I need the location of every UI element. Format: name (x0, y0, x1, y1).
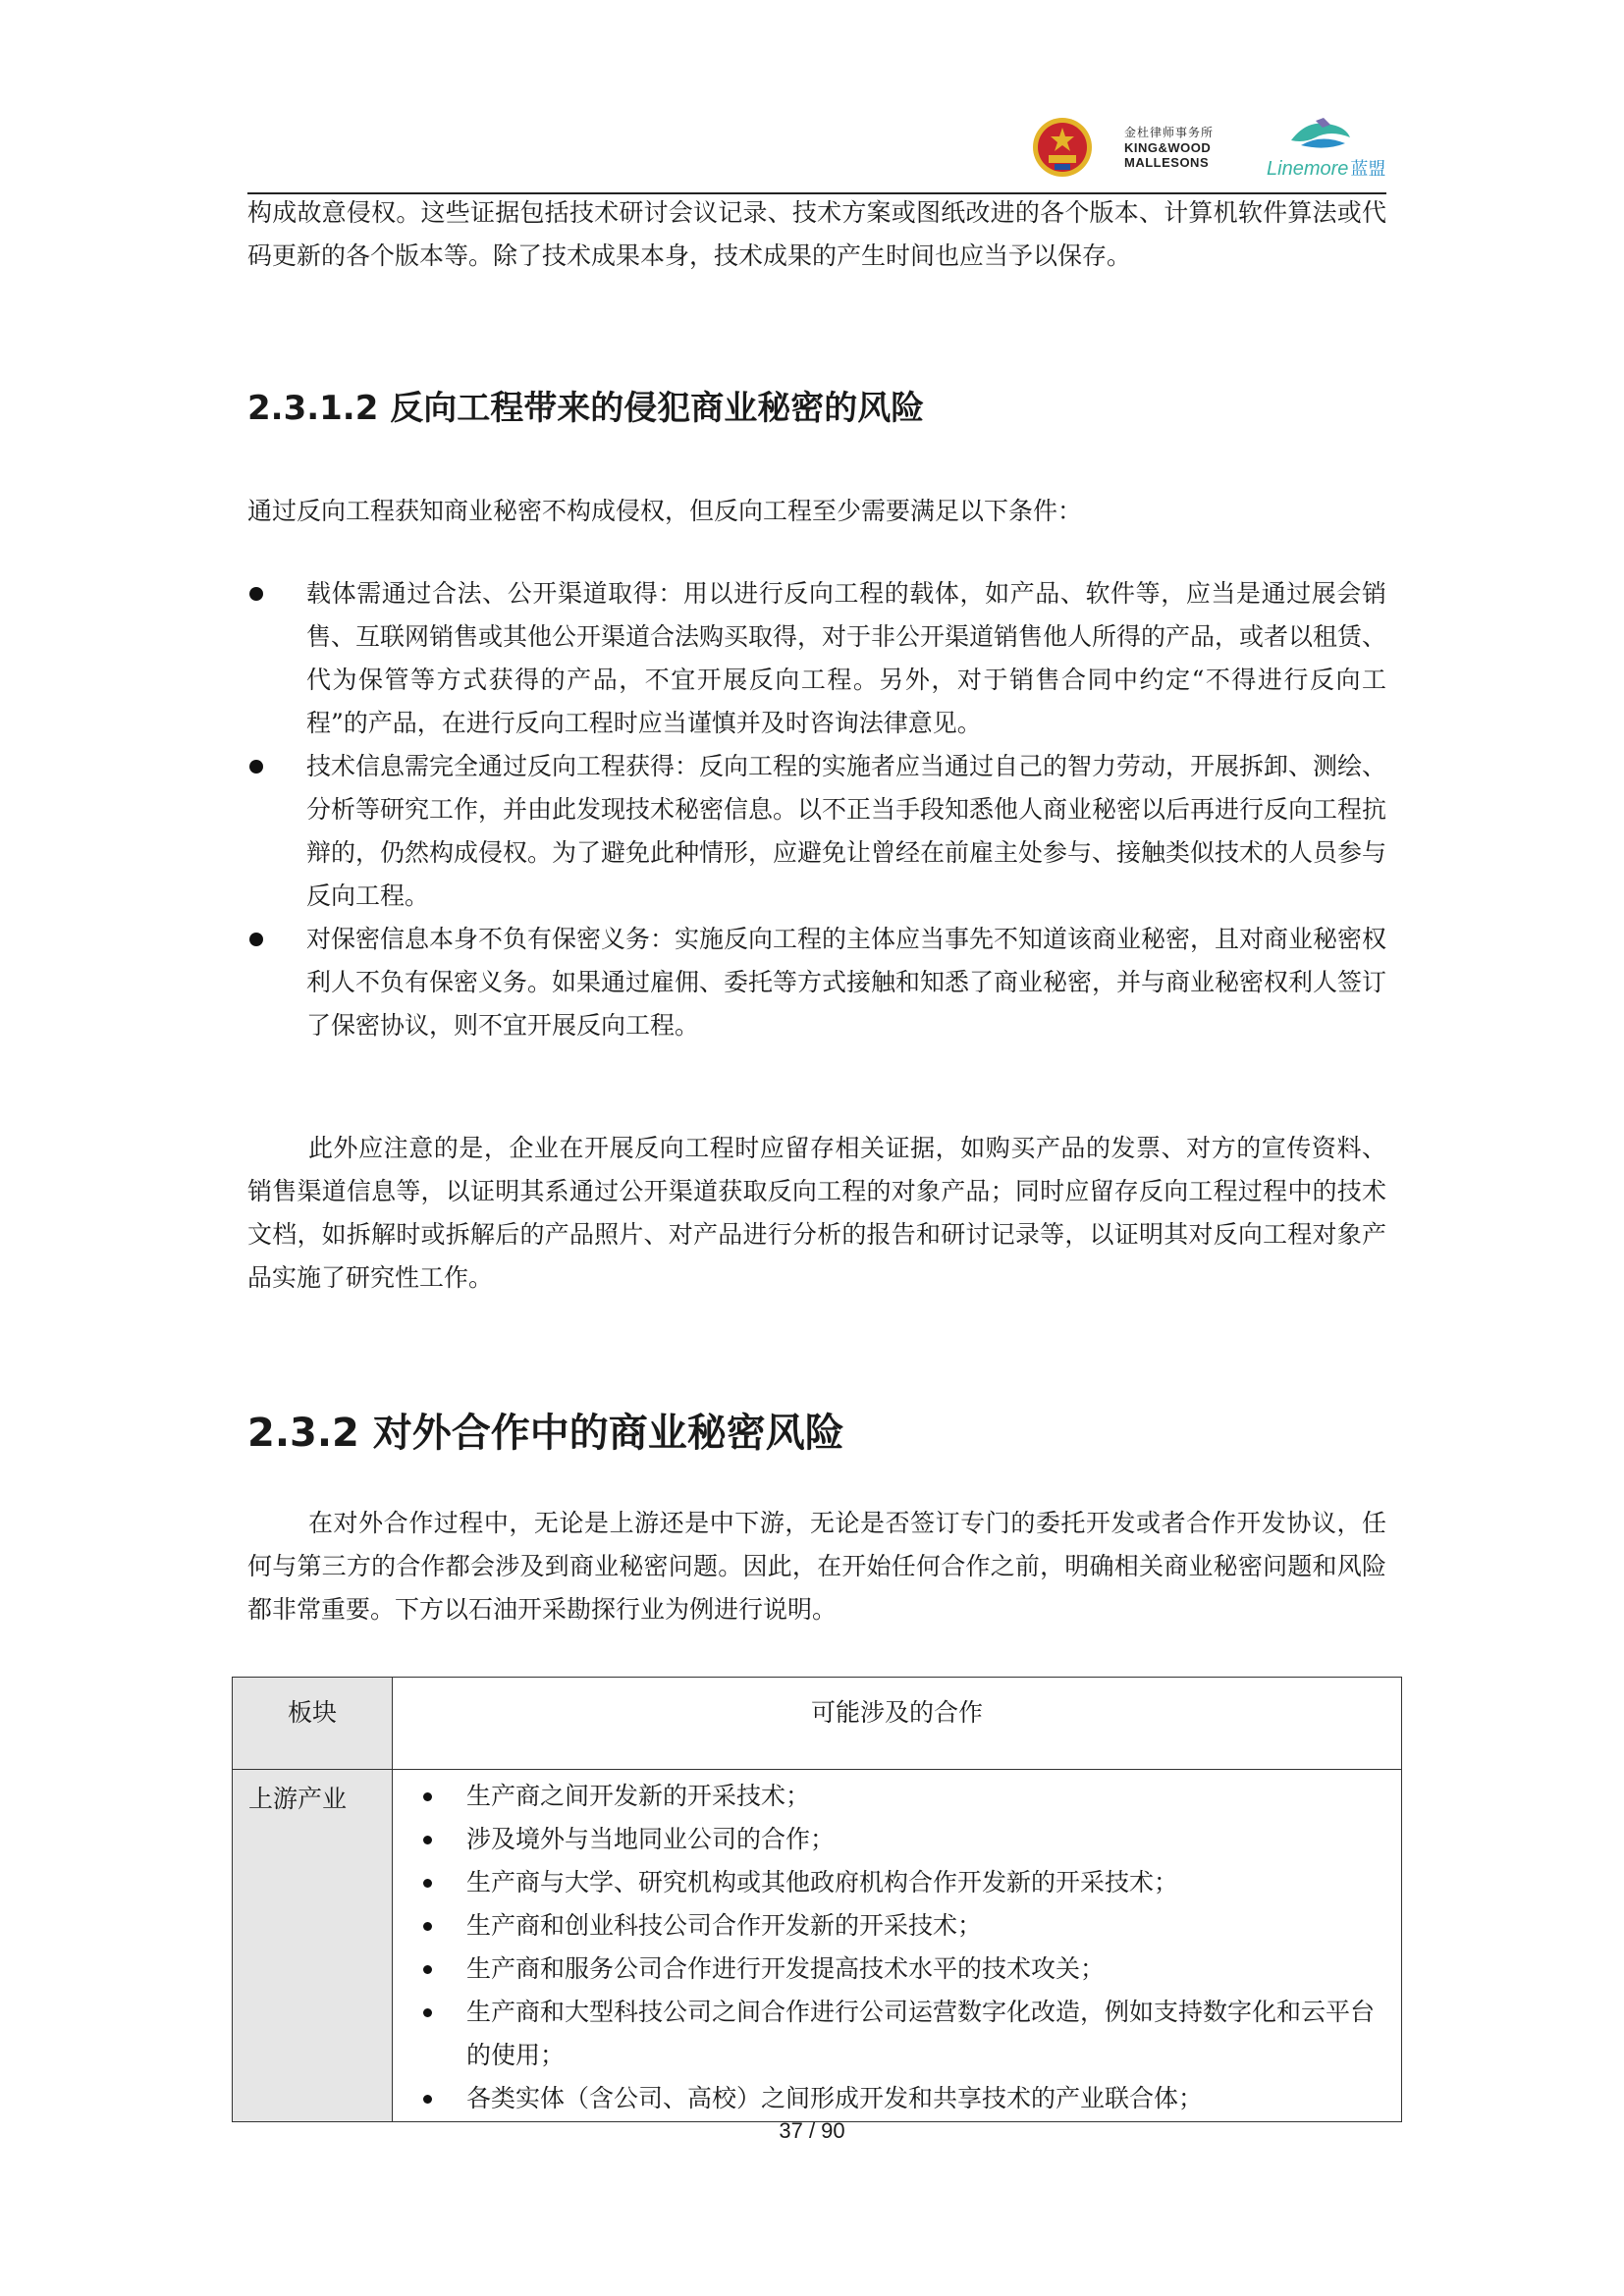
list-item (394, 1991, 1400, 2077)
bullet-icon (249, 760, 263, 774)
list-item-text: 生产商和创业科技公司合作开发新的开采技术； (466, 1911, 983, 1940)
table-header-sector: 板块 (233, 1678, 393, 1770)
list-item-text: 生产商和大型科技公司之间合作进行公司运营数字化改造，例如支持数字化和云平台的使用； (466, 1998, 1376, 2069)
national-emblem-icon (1031, 116, 1094, 179)
list-item (394, 1818, 1400, 1861)
bullet-icon (423, 1922, 432, 1931)
linemore-globe-icon (1286, 116, 1355, 155)
section-2312-heading: 2.3.1.2 反向工程带来的侵犯商业秘密的风险 (247, 389, 925, 428)
table-row (233, 1770, 1402, 2122)
list-item (394, 1861, 1400, 1904)
bullet-text: 对保密信息本身不负有保密义务：实施反向工程的主体应当事先不知道该商业秘密，且对商业秘密权利人不负有保密义务。如果通过雇佣、委托等方式接触和知悉了商业秘密，并与商业秘密权利人签订了保密协议，则不宜开展反向工程。 (306, 925, 1387, 1040)
page-number: 37 / 90 (779, 2118, 845, 2143)
linemore-cn: 蓝盟 (1350, 159, 1386, 179)
list-item-text: 各类实体（含公司、高校）之间形成开发和共享技术的产业联合体； (466, 2084, 1204, 2112)
list-item-text: 生产商与大学、研究机构或其他政府机构合作开发新的开采技术； (466, 1868, 1179, 1896)
list-item (394, 1948, 1400, 1991)
list-item (394, 1904, 1400, 1948)
bullet-icon (423, 2008, 432, 2017)
list-item (247, 745, 1386, 918)
kwm-logo-en-2: MALLESONS (1124, 155, 1210, 170)
bullet-icon (423, 2095, 432, 2104)
list-item-text: 涉及境外与当地同业公司的合作； (466, 1825, 836, 1853)
intro-paragraph: 构成故意侵权。这些证据包括技术研讨会议记录、技术方案或图纸改进的各个版本、计算机软件算法或代码更新的各个版本等。除了技术成果本身，技术成果的产生时间也应当予以保存。 (247, 198, 1386, 270)
kwm-logo-zh: 金杜律师事务所 (1124, 126, 1215, 139)
bullet-text: 载体需通过合法、公开渠道取得：用以进行反向工程的载体，如产品、软件等，应当是通过展会销售、互联网销售或其他公开渠道合法购买取得，对于非公开渠道销售他人所得的产品，或者以租赁、代为保管等方式获得的产品，不宜开展反向工程。另外，对于销售合同中约定“不得进行反向工程”的产品，在进行反向工程时应当谨慎并及时咨询法律意见。 (306, 579, 1387, 737)
cooperation-paragraph: 在对外合作过程中，无论是上游还是中下游，无论是否签订专门的委托开发或者合作开发协议，任何与第三方的合作都会涉及到商业秘密问题。因此，在开始任何合作之前，明确相关商业秘密问题和风险都非常重要。下方以石油开采勘探行业为例进行说明。 (247, 1509, 1386, 1624)
table-cell-cooperation-list (393, 1770, 1402, 2122)
reverse-engineering-intro: 通过反向工程获知商业秘密不构成侵权，但反向工程至少需要满足以下条件： (247, 497, 1083, 525)
bullet-icon (249, 587, 263, 601)
list-item (394, 2077, 1400, 2120)
bullet-icon (249, 933, 263, 946)
linemore-en: Linemore (1267, 158, 1349, 180)
list-item (394, 1775, 1400, 1818)
list-item-text: 生产商和服务公司合作进行开发提高技术水平的技术攻关； (466, 1954, 1106, 1983)
header-logos (1031, 116, 1404, 185)
list-item (247, 572, 1386, 745)
bullet-icon (423, 1965, 432, 1974)
bullet-icon (423, 1792, 432, 1801)
bullet-text: 技术信息需完全通过反向工程获得：反向工程的实施者应当通过自己的智力劳动，开展拆卸、测绘、分析等研究工作，并由此发现技术秘密信息。以不正当手段知悉他人商业秘密以后再进行反向工程抗辩的，仍然构成侵权。为了避免此种情形，应避免让曾经在前雇主处参与、接触类似技术的人员参与反向工程。 (306, 752, 1387, 910)
linemore-logo (1267, 116, 1404, 181)
bullet-icon (423, 1836, 432, 1844)
table-cell-upstream: 上游产业 (233, 1770, 393, 2122)
kwm-logo-en-1: KING&WOOD (1124, 140, 1212, 155)
evidence-paragraph: 此外应注意的是，企业在开展反向工程时应留存相关证据，如购买产品的发票、对方的宣传资料、销售渠道信息等，以证明其系通过公开渠道获取反向工程的对象产品；同时应留存反向工程过程中的技术文档，如拆解时或拆解后的产品照片、对产品进行分析的报告和研讨记录等，以证明其对反向工程对象产品实施了研究性工作。 (247, 1134, 1386, 1292)
bullet-icon (423, 1879, 432, 1888)
table-header-row (233, 1678, 1402, 1770)
linemore-logo-text (1267, 155, 1385, 181)
cooperation-table (232, 1677, 1402, 2122)
section-232-heading: 2.3.2 对外合作中的商业秘密风险 (247, 1411, 844, 1456)
kwm-logo (1124, 124, 1214, 170)
list-item (247, 918, 1386, 1047)
list-item-text: 生产商之间开发新的开采技术； (466, 1782, 811, 1810)
table-header-cooperation: 可能涉及的合作 (393, 1678, 1402, 1770)
reverse-engineering-conditions (247, 572, 1386, 1047)
